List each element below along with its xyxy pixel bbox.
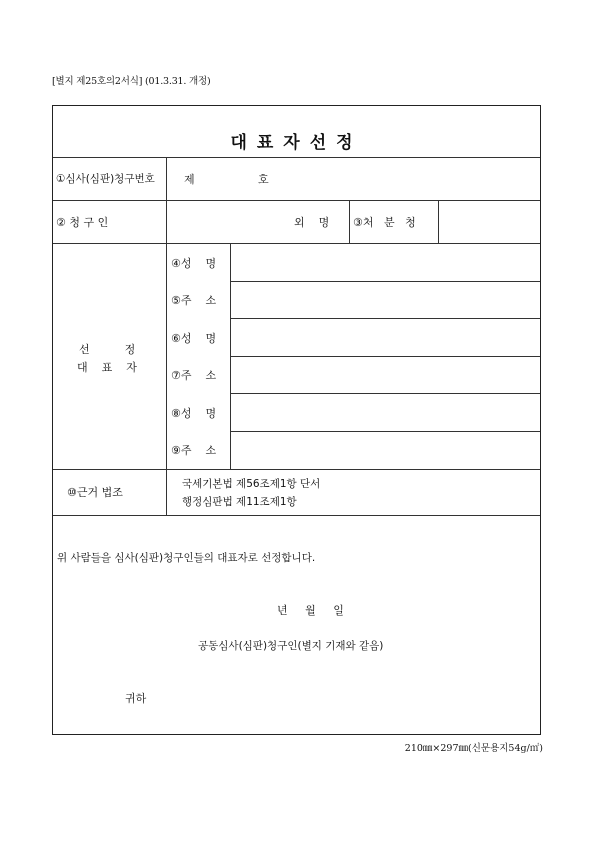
paper-size-note: 210㎜×297㎜(신문용지54g/㎡) — [404, 743, 543, 754]
field-label-name-3: ⑧성 명 — [171, 407, 217, 420]
form-caption: [별지 제25호의2서식] (01.3.31. 개정) — [52, 76, 211, 87]
divider-field-5 — [230, 431, 540, 432]
legal-basis-label: ⑩근거 법조 — [67, 486, 123, 499]
form-title: 대표자선정 — [230, 133, 363, 153]
field-label-address-1: ⑤주 소 — [171, 294, 217, 307]
legal-basis-line1: 국세기본법 제56조제1항 단서 — [182, 478, 321, 490]
statement-text: 위 사람들을 심사(심판)청구인들의 대표자로 선정합니다. — [57, 552, 316, 564]
case-number-prefix: 제 — [184, 173, 195, 186]
signer-text: 공동심사(심판)청구인(별지 기재와 같음) — [198, 640, 384, 652]
divider-title — [53, 157, 540, 158]
column-divider-fields — [230, 243, 231, 469]
column-divider-label — [166, 157, 167, 515]
field-label-name-2: ⑥성 명 — [171, 332, 217, 345]
legal-basis-line2: 행정심판법 제11조제1항 — [182, 496, 297, 508]
field-label-address-3: ⑨주 소 — [171, 444, 217, 457]
case-number-suffix: 호 — [258, 173, 269, 186]
divider-field-3 — [230, 356, 540, 357]
divider-field-4 — [230, 393, 540, 394]
case-number-label: ①심사(심판)청구번호 — [56, 173, 155, 185]
column-divider-agency-right — [438, 200, 439, 243]
divider-case-no — [53, 200, 540, 201]
divider-field-2 — [230, 318, 540, 319]
divider-representatives — [53, 469, 540, 470]
field-label-name-1: ④성 명 — [171, 257, 217, 270]
addressee-text: 귀하 — [125, 692, 147, 705]
representatives-label-line2: 대 표 자 — [77, 361, 137, 374]
date-line: 년 월 일 — [277, 604, 344, 617]
column-divider-agency-left — [349, 200, 350, 243]
divider-field-1 — [230, 281, 540, 282]
form-frame — [52, 105, 541, 735]
field-label-address-2: ⑦주 소 — [171, 369, 217, 382]
divider-claimant — [53, 243, 540, 244]
claimant-label: ② 청 구 인 — [56, 216, 109, 229]
representatives-label-line1: 선 정 — [79, 343, 136, 356]
divider-legal-basis — [53, 515, 540, 516]
claimant-others: 외 명 — [294, 216, 330, 229]
agency-label: ③처 분 청 — [353, 216, 416, 229]
